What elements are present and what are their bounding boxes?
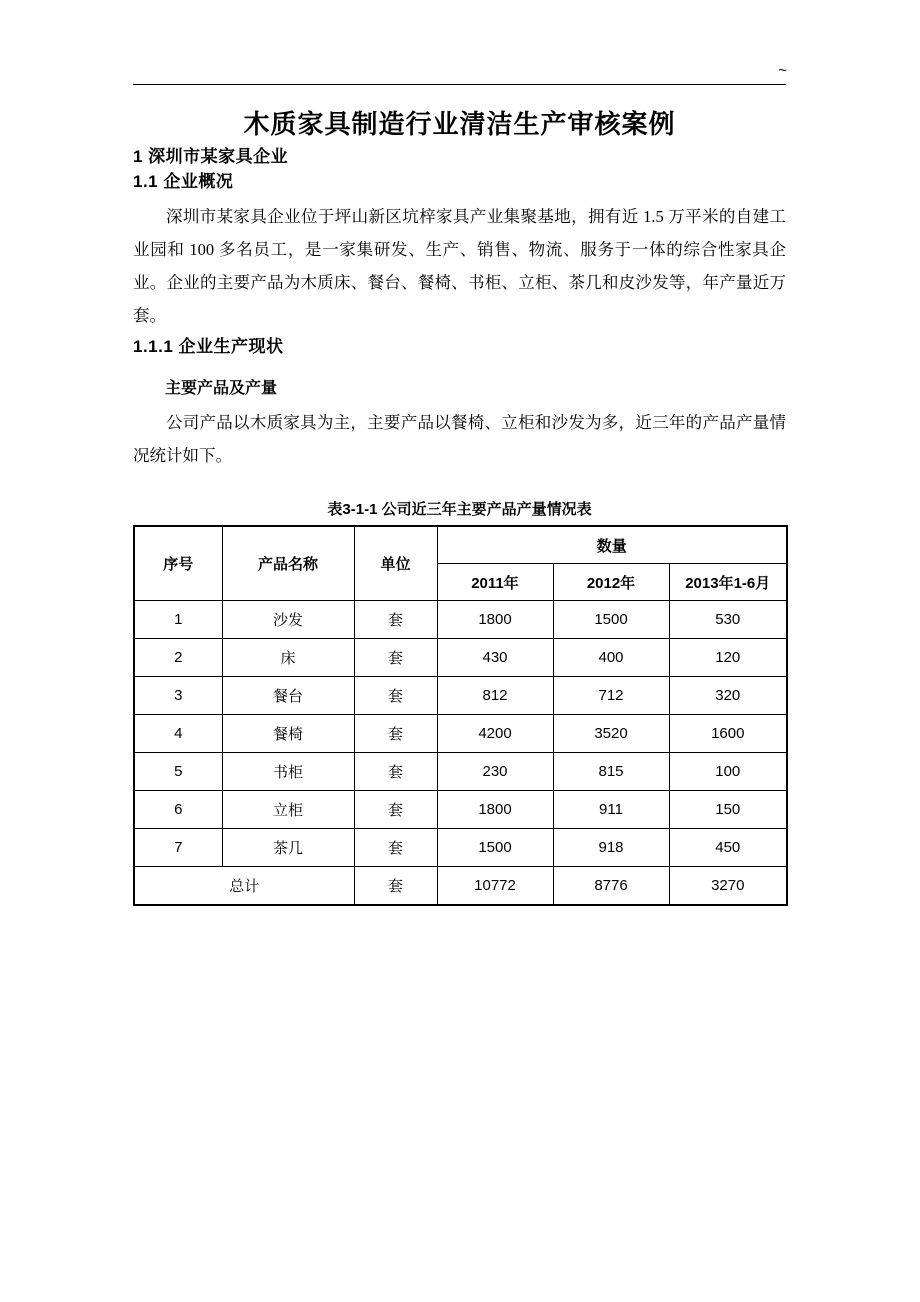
cell-unit: 套 [354,639,437,677]
product-output-table [133,525,788,906]
table-header-2013: 2013年1-6月 [669,564,787,601]
cell-no: 1 [134,601,222,639]
cell-total-2012: 8776 [553,867,669,906]
cell-2011: 230 [437,753,553,791]
cell-2012: 1500 [553,601,669,639]
table-total-row [134,867,787,906]
document-content [133,96,786,906]
cell-2013: 320 [669,677,787,715]
table-caption: 表3-1-1 公司近三年主要产品产量情况表 [327,501,592,519]
cell-total-label: 总计 [134,867,354,906]
cell-no: 4 [134,715,222,753]
table-header-2011: 2011年 [437,564,553,601]
subheading-main-products: 主要产品及产量 [165,380,278,398]
section-heading-1-1: 1.1 企业概况 [133,172,234,192]
cell-2011: 812 [437,677,553,715]
header-rule [133,84,786,85]
cell-name: 床 [222,639,354,677]
cell-2013: 100 [669,753,787,791]
section-heading-1: 1 深圳市某家具企业 [133,147,289,167]
cell-name: 餐台 [222,677,354,715]
cell-name: 餐椅 [222,715,354,753]
cell-2013: 450 [669,829,787,867]
table-header-unit: 单位 [354,526,437,601]
cell-2013: 530 [669,601,787,639]
cell-2011: 4200 [437,715,553,753]
cell-no: 2 [134,639,222,677]
cell-total-2011: 10772 [437,867,553,906]
cell-2012: 918 [553,829,669,867]
cell-2011: 1800 [437,791,553,829]
cell-2012: 815 [553,753,669,791]
cell-2012: 712 [553,677,669,715]
cell-unit: 套 [354,791,437,829]
cell-unit: 套 [354,677,437,715]
table-header-product-name: 产品名称 [222,526,354,601]
table-header-2012: 2012年 [553,564,669,601]
page-title: 木质家具制造行业清洁生产审核案例 [243,109,676,139]
cell-no: 7 [134,829,222,867]
cell-name: 立柜 [222,791,354,829]
table-header-quantity-group: 数量 [437,526,787,564]
table-row [134,677,787,715]
table-row [134,601,787,639]
table-row [134,753,787,791]
cell-unit: 套 [354,829,437,867]
paragraph-company-overview: 深圳市某家具企业位于坪山新区坑梓家具产业集聚基地，拥有近 1.5 万平米的自建工业园和 100 多名员工，是一家集研发、生产、销售、物流、服务于一体的综合性家具企业。企业的主要产品为木质床、餐台、餐椅、书柜、立柜、茶几和皮沙发等，年产量近万套。 [133,207,786,326]
cell-total-unit: 套 [354,867,437,906]
cell-2012: 911 [553,791,669,829]
cell-name: 茶几 [222,829,354,867]
cell-2013: 1600 [669,715,787,753]
cell-2013: 120 [669,639,787,677]
cell-2011: 430 [437,639,553,677]
cell-2013: 150 [669,791,787,829]
table-row [134,639,787,677]
table-header-no: 序号 [134,526,222,601]
cell-unit: 套 [354,715,437,753]
section-heading-1-1-1: 1.1.1 企业生产现状 [133,337,284,357]
table-row [134,791,787,829]
header-tilde-mark: ~ [778,62,787,79]
cell-2012: 400 [553,639,669,677]
table-row [134,715,787,753]
cell-2011: 1500 [437,829,553,867]
cell-unit: 套 [354,601,437,639]
cell-name: 书柜 [222,753,354,791]
cell-no: 3 [134,677,222,715]
cell-unit: 套 [354,753,437,791]
cell-total-2013: 3270 [669,867,787,906]
cell-no: 6 [134,791,222,829]
cell-name: 沙发 [222,601,354,639]
cell-no: 5 [134,753,222,791]
cell-2011: 1800 [437,601,553,639]
paragraph-product-output: 公司产品以木质家具为主，主要产品以餐椅、立柜和沙发为多，近三年的产品产量情况统计如下。 [133,413,786,466]
table-row [134,829,787,867]
cell-2012: 3520 [553,715,669,753]
table-header-row-1 [134,526,787,564]
